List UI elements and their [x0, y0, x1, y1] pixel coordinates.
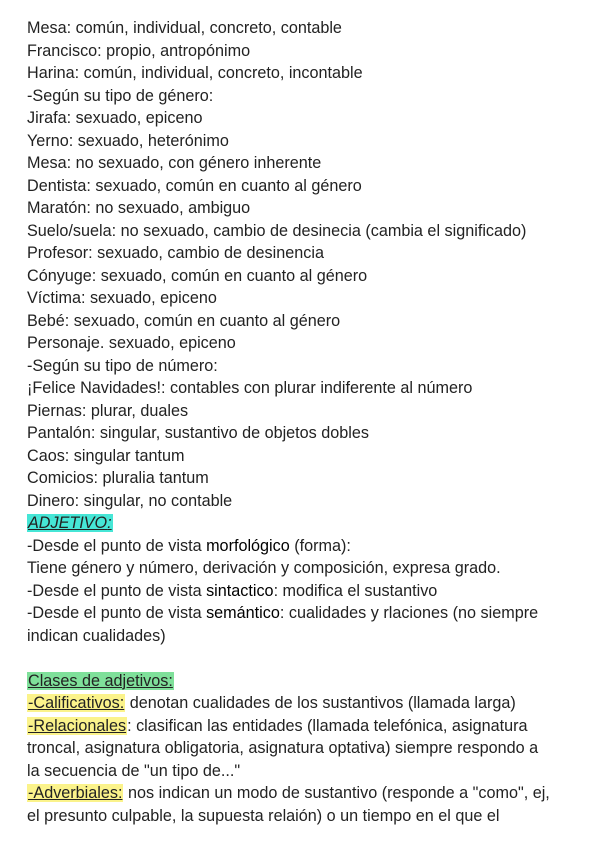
text-line: Personaje. sexuado, epiceno — [27, 334, 236, 352]
relacionales-line: -Relacionales: clasifican las entidades (llamada telefónica, asignatura — [28, 716, 528, 735]
text-line: Francisco: propio, antropónimo — [27, 41, 251, 60]
adjetivo-heading-line — [27, 512, 587, 535]
sustantivo-section — [27, 17, 587, 512]
text-line: Víctima: sexuado, epiceno — [27, 289, 217, 307]
text-line: Yerno: sexuado, heterónimo — [27, 131, 229, 150]
text-line: Bebé: sexuado, común en cuanto al género — [27, 311, 341, 330]
spacer — [27, 647, 587, 670]
calificativos-label: -Calificativos: — [28, 694, 125, 712]
text-line: el presunto culpable, la supuesta relaión) o un tiempo en el que el — [27, 806, 500, 825]
relacionales-label: -Relacionales — [28, 716, 127, 735]
text-line: troncal, asignatura obligatoria, asignatura optativa) siempre respondo a — [27, 739, 539, 757]
text-line: Jirafa: sexuado, epiceno — [27, 109, 203, 127]
text-line: -Según su tipo de número: — [27, 356, 218, 375]
text-line: ¡Felice Navidades!: contables con plurar indiferente al número — [27, 379, 473, 397]
text-line: Tiene género y número, derivación y composición, expresa grado. — [27, 559, 501, 577]
semantico-line: -Desde el punto de vista semántico: cualidades y rlaciones (no siempre — [27, 604, 539, 622]
text-line: Mesa: no sexuado, con género inherente — [27, 154, 322, 172]
text-line: Dentista: sexuado, común en cuanto al género — [27, 176, 362, 195]
sintactico-line: -Desde el punto de vista sintactico: modifica el sustantivo — [27, 581, 438, 600]
text-line: Harina: común, individual, concreto, incontable — [27, 64, 363, 82]
text-line: -Según su tipo de género: — [27, 86, 214, 105]
adverbiales-label: -Adverbiales: — [28, 784, 123, 802]
clases-section — [27, 670, 587, 828]
text-line: Suelo/suela: no sexuado, cambio de desinecia (cambia el significado) — [27, 221, 527, 240]
adverbiales-line: -Adverbiales: nos indican un modo de sustantivo (responde a "como", ej, — [28, 784, 550, 802]
text-line: Comicios: pluralia tantum — [27, 469, 209, 487]
text-line: Mesa: común, individual, concreto, contable — [27, 19, 342, 37]
adjetivo-heading: ADJETIVO: — [28, 514, 112, 532]
text-line: Cónyuge: sexuado, común en cuanto al género — [27, 266, 368, 285]
morfologico-term: morfológico — [206, 536, 290, 555]
calificativos-line: -Calificativos: denotan cualidades de los sustantivos (llamada larga) — [28, 694, 516, 712]
text-line: Maratón: no sexuado, ambiguo — [27, 199, 251, 217]
text-line: Caos: singular tantum — [27, 446, 185, 465]
text-line: la secuencia de "un tipo de..." — [27, 761, 241, 780]
text-line: Piernas: plurar, duales — [27, 401, 189, 420]
morfologico-line: -Desde el punto de vista morfológico (forma): — [27, 536, 351, 555]
clases-heading: Clases de adjetivos: — [28, 671, 173, 690]
semantico-term: semántico — [206, 604, 280, 622]
text-line: Profesor: sexuado, cambio de desinencia — [27, 244, 324, 262]
notes-page — [27, 17, 587, 827]
sintactico-term: sintactico — [206, 581, 274, 600]
text-line: Pantalón: singular, sustantivo de objetos dobles — [27, 424, 369, 442]
adjetivo-section — [27, 512, 587, 647]
clases-heading-line — [27, 670, 587, 693]
text-line: Dinero: singular, no contable — [27, 491, 233, 510]
text-line: indican cualidades) — [27, 626, 166, 645]
